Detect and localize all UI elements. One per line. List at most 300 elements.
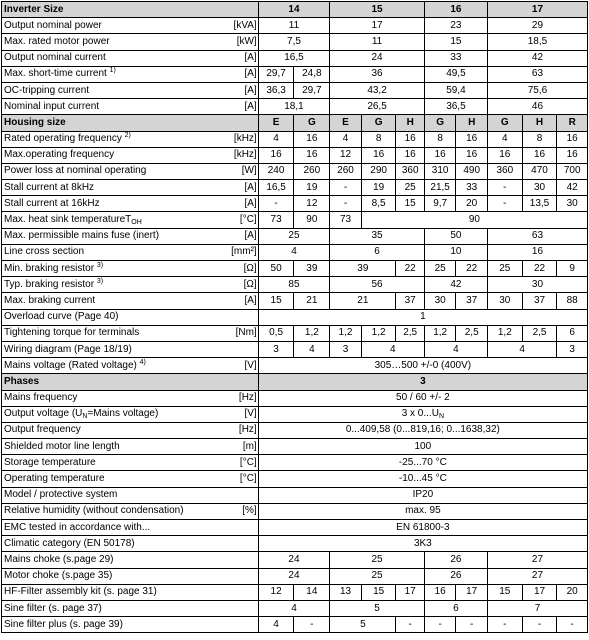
cell-value: 15 <box>404 197 416 209</box>
value-cell <box>487 196 522 212</box>
value-cell <box>361 163 396 179</box>
value-cell <box>330 325 362 341</box>
row-label <box>2 487 225 503</box>
cell-value: 75,6 <box>527 84 548 96</box>
value-cell <box>330 163 362 179</box>
cell-value: 17 <box>404 586 416 598</box>
row-unit: [kHz] <box>225 147 259 163</box>
value-cell <box>396 131 424 147</box>
cell-value: 260 <box>303 165 321 177</box>
row-label <box>2 228 225 244</box>
cell-value: 36,5 <box>446 100 466 112</box>
row-unit: [A] <box>225 99 259 115</box>
cell-value: 6 <box>569 327 575 339</box>
value-cell <box>557 131 588 147</box>
cell-value: 14 <box>306 586 318 598</box>
cell-value: 0...409,58 (0...819,16; 0...1638,32) <box>345 424 500 436</box>
cell-value: 2,5 <box>403 327 418 339</box>
row-unit <box>225 115 259 131</box>
cell-value: 26 <box>450 570 462 582</box>
footnote-marker: 3) <box>96 277 104 285</box>
table-row <box>2 147 588 163</box>
cell-value: 16,5 <box>284 52 304 64</box>
cell-value: - <box>343 197 348 209</box>
table-row <box>2 50 588 66</box>
value-cell <box>396 115 424 131</box>
cell-value: 13 <box>339 586 352 598</box>
row-label <box>2 163 225 179</box>
value-cell <box>487 293 522 309</box>
row-label-text: Output nominal current <box>4 52 106 64</box>
value-cell <box>396 147 424 163</box>
table-row <box>2 487 588 503</box>
row-label <box>2 406 225 422</box>
cell-value: 85 <box>288 278 300 290</box>
value-cell <box>294 82 330 98</box>
row-label <box>2 212 225 228</box>
cell-value: 27 <box>531 553 544 565</box>
cell-value: 16 <box>566 149 578 161</box>
table-row <box>2 244 588 260</box>
table-row <box>2 584 588 600</box>
value-cell <box>258 406 587 422</box>
row-label-text: Climatic category (EN 50178) <box>4 537 135 549</box>
inverter-spec-table <box>1 1 588 633</box>
value-cell <box>258 325 294 341</box>
value-cell <box>330 50 425 66</box>
value-cell <box>396 293 424 309</box>
value-cell <box>522 163 557 179</box>
table-row <box>2 325 588 341</box>
row-label-text: Power loss at nominal operating <box>4 165 147 177</box>
value-cell <box>424 584 456 600</box>
cell-value: 88 <box>566 294 578 306</box>
table-row <box>2 471 588 487</box>
cell-value: G <box>307 116 316 128</box>
cell-value: 700 <box>563 165 581 177</box>
value-cell <box>424 18 487 34</box>
cell-value: 17 <box>533 586 546 598</box>
value-cell <box>361 341 424 357</box>
cell-value: 30 <box>434 294 446 306</box>
value-cell <box>456 261 488 277</box>
table-row <box>2 196 588 212</box>
value-cell <box>424 617 456 633</box>
value-cell <box>330 147 362 163</box>
table-row <box>2 131 588 147</box>
cell-value: - <box>503 197 507 209</box>
value-cell <box>258 131 294 147</box>
value-cell <box>330 341 362 357</box>
cell-value: 25 <box>371 553 383 565</box>
value-cell <box>424 228 487 244</box>
value-cell <box>396 261 424 277</box>
value-cell <box>424 341 487 357</box>
table-row <box>2 228 588 244</box>
value-cell <box>487 163 522 179</box>
row-label-text: Relative humidity (without condensation) <box>4 505 184 517</box>
cell-value: 24,8 <box>302 68 322 80</box>
value-cell <box>258 422 587 438</box>
cell-value: 4 <box>390 343 396 355</box>
row-label-text: Sine filter (s. page 37) <box>4 602 102 614</box>
cell-value: 56 <box>371 278 383 290</box>
value-cell <box>258 584 294 600</box>
row-label <box>2 617 225 633</box>
value-cell <box>361 325 396 341</box>
row-label <box>2 261 225 277</box>
value-cell <box>522 180 557 196</box>
table-row <box>2 82 588 98</box>
value-cell <box>456 180 488 196</box>
value-cell <box>424 115 456 131</box>
value-cell <box>557 617 588 633</box>
value-cell <box>330 293 396 309</box>
cell-value: 260 <box>337 165 354 177</box>
row-label-text: Max. short-time current <box>4 68 107 80</box>
value-cell <box>557 584 588 600</box>
cell-value: 16 <box>466 149 478 161</box>
cell-value: 16 <box>404 149 416 161</box>
value-cell <box>294 66 330 82</box>
table-row <box>2 600 588 616</box>
cell-value: 4 <box>502 133 508 145</box>
cell-value: 16 <box>566 133 578 145</box>
value-cell <box>258 228 330 244</box>
row-label-text: Min. braking resistor <box>4 262 95 274</box>
cell-value: 33 <box>450 52 462 64</box>
value-cell <box>396 325 424 341</box>
value-cell <box>294 341 330 357</box>
cell-value: 18,1 <box>284 100 304 112</box>
value-cell <box>330 34 425 50</box>
value-cell <box>557 293 588 309</box>
value-cell <box>330 66 425 82</box>
cell-value: 5 <box>374 602 380 614</box>
value-cell <box>330 568 425 584</box>
row-label <box>2 455 225 471</box>
row-unit <box>225 374 259 390</box>
footnote-marker: 1) <box>109 67 116 75</box>
row-label <box>2 309 225 325</box>
value-cell <box>424 325 456 341</box>
cell-value: 4 <box>342 133 349 145</box>
value-cell <box>258 520 587 536</box>
value-cell <box>330 552 425 568</box>
cell-value: 25 <box>434 262 446 274</box>
value-cell <box>294 293 330 309</box>
row-label-text: Output nominal power <box>4 19 102 31</box>
cell-value: 10 <box>450 246 462 258</box>
cell-value: 25 <box>499 262 511 274</box>
row-unit: [A] <box>225 228 259 244</box>
value-cell <box>361 196 396 212</box>
value-cell <box>258 390 587 406</box>
row-label-text: Tightening torque for terminals <box>4 327 140 339</box>
row-label <box>2 34 225 50</box>
cell-value: 11 <box>371 35 383 47</box>
value-cell <box>522 293 557 309</box>
value-cell <box>330 584 362 600</box>
row-label <box>2 584 225 600</box>
value-cell <box>330 277 425 293</box>
row-label-text: Max. heat sink temperatureT <box>4 214 132 226</box>
value-cell <box>330 131 362 147</box>
row-unit <box>225 600 259 616</box>
table-row <box>2 390 588 406</box>
value-cell <box>258 18 330 34</box>
cell-value: 15 <box>270 294 282 306</box>
cell-value: H <box>406 116 414 128</box>
cell-value: 16 <box>466 133 478 145</box>
value-cell <box>258 163 294 179</box>
value-cell <box>258 617 294 633</box>
cell-value: 30 <box>533 181 546 193</box>
value-cell <box>424 196 456 212</box>
cell-value: 1,2 <box>338 327 353 339</box>
row-unit: [kVA] <box>225 18 259 34</box>
value-cell <box>294 131 330 147</box>
value-cell <box>330 244 425 260</box>
row-label-text: HF-Filter assembly kit (s. page 31) <box>4 586 157 598</box>
value-cell <box>424 600 487 616</box>
value-cell <box>258 471 587 487</box>
row-label <box>2 341 225 357</box>
cell-value: 16,5 <box>266 181 286 193</box>
value-cell <box>424 34 487 50</box>
cell-value: 8 <box>536 133 543 145</box>
value-cell <box>361 131 396 147</box>
cell-value: 12 <box>270 586 282 598</box>
cell-value: 19 <box>306 181 318 193</box>
cell-value: 22 <box>466 262 478 274</box>
value-cell <box>487 617 522 633</box>
value-cell <box>258 455 587 471</box>
cell-value: -10...45 °C <box>398 473 447 485</box>
cell-value: 22 <box>404 262 416 274</box>
cell-value: 3 <box>569 343 575 355</box>
cell-value: 3 <box>342 343 349 355</box>
value-cell <box>294 147 330 163</box>
row-label <box>2 374 225 390</box>
cell-value: 42 <box>450 278 462 290</box>
table-row <box>2 34 588 50</box>
cell-value: 3 x 0...U <box>401 408 439 420</box>
row-label-text: Operating temperature <box>4 473 105 485</box>
row-unit: [Nm] <box>225 325 259 341</box>
table-row <box>2 293 588 309</box>
value-cell <box>522 325 557 341</box>
value-cell <box>330 261 396 277</box>
value-cell <box>258 244 330 260</box>
value-cell <box>424 163 456 179</box>
cell-value: 24 <box>371 52 383 64</box>
cell-value: - <box>408 618 412 630</box>
footnote-marker: 2) <box>124 132 131 140</box>
cell-subscript: N <box>438 413 444 421</box>
row-label-text: Stall current at 16kHz <box>4 197 100 209</box>
cell-value: H <box>535 116 544 128</box>
cell-value: 3 <box>420 375 426 387</box>
value-cell <box>258 196 294 212</box>
cell-value: 63 <box>531 230 544 242</box>
value-cell <box>522 617 557 633</box>
table-row <box>2 358 588 374</box>
row-label <box>2 552 225 568</box>
row-label-text: Phases <box>4 375 40 387</box>
cell-value: 2,5 <box>464 327 479 339</box>
value-cell <box>487 244 587 260</box>
cell-value: 490 <box>463 165 481 177</box>
table-row <box>2 309 588 325</box>
value-cell <box>522 115 557 131</box>
table-row <box>2 2 588 18</box>
cell-value: 33 <box>466 181 478 193</box>
cell-value: 73 <box>270 214 282 226</box>
value-cell <box>258 261 294 277</box>
value-cell <box>456 163 488 179</box>
cell-value: 4 <box>273 618 279 630</box>
row-label-text: Nominal input current <box>4 100 100 112</box>
row-label <box>2 18 225 34</box>
cell-value: G <box>500 116 509 128</box>
cell-value: 18,5 <box>527 35 548 47</box>
value-cell <box>487 99 587 115</box>
value-cell <box>456 325 488 341</box>
cell-value: 49,5 <box>446 68 466 80</box>
value-cell <box>396 196 424 212</box>
row-label-text: Typ. braking resistor <box>4 278 95 290</box>
value-cell <box>258 341 294 357</box>
row-unit: [A] <box>225 293 259 309</box>
table-row <box>2 439 588 455</box>
cell-value: - <box>438 618 442 630</box>
value-cell <box>330 228 425 244</box>
cell-value: 4 <box>309 343 315 355</box>
value-cell <box>258 358 587 374</box>
value-cell <box>258 536 587 552</box>
value-cell <box>456 196 488 212</box>
cell-value: - <box>537 618 542 630</box>
cell-value: IP20 <box>412 489 434 501</box>
value-cell <box>557 147 588 163</box>
cell-value: 4 <box>291 246 297 258</box>
value-cell <box>487 228 587 244</box>
row-label-text: Line cross section <box>4 246 85 258</box>
value-cell <box>294 325 330 341</box>
value-cell <box>487 34 587 50</box>
row-label-tail: =Mains voltage) <box>87 408 159 420</box>
row-label <box>2 390 225 406</box>
row-label-text: Mains voltage (Rated voltage) <box>4 359 137 371</box>
row-label-text: Output voltage (U <box>4 408 83 420</box>
row-label <box>2 422 225 438</box>
value-cell <box>557 115 588 131</box>
table-row <box>2 18 588 34</box>
cell-value: - <box>570 618 574 630</box>
value-cell <box>258 147 294 163</box>
row-label-text: Sine filter plus (s. page 39) <box>4 618 123 630</box>
row-label-text: Motor choke (s.page 35) <box>4 570 113 582</box>
cell-value: 43,2 <box>367 84 387 96</box>
value-cell <box>294 163 330 179</box>
row-unit <box>225 584 259 600</box>
value-cell <box>294 212 330 228</box>
value-cell <box>258 374 587 390</box>
cell-value: 3 <box>273 343 279 355</box>
row-unit <box>225 341 259 357</box>
row-label <box>2 600 225 616</box>
cell-value: 7,5 <box>287 35 301 47</box>
value-cell <box>456 131 488 147</box>
row-label <box>2 50 225 66</box>
cell-value: 305…500 +/-0 (400V) <box>374 359 472 371</box>
cell-value: 50 / 60 +/- 2 <box>396 392 450 404</box>
value-cell <box>258 568 330 584</box>
table-row <box>2 115 588 131</box>
value-cell <box>424 277 487 293</box>
cell-value: 30 <box>531 278 544 290</box>
cell-value: 23 <box>450 19 462 31</box>
table-row <box>2 552 588 568</box>
cell-value: E <box>342 116 349 128</box>
row-label <box>2 82 225 98</box>
row-label-text: Mains choke (s.page 29) <box>4 553 114 565</box>
row-label-text: Mains frequency <box>4 392 78 404</box>
cell-value: 16 <box>373 149 385 161</box>
row-label <box>2 244 225 260</box>
table-row <box>2 406 588 422</box>
row-unit: [%] <box>225 503 259 519</box>
cell-value: 19 <box>373 181 385 193</box>
value-cell <box>330 196 362 212</box>
row-label-text: Housing size <box>4 116 66 128</box>
table-row <box>2 536 588 552</box>
footnote-marker: 3) <box>96 261 104 269</box>
cell-value: 360 <box>496 165 514 177</box>
cell-value: 90 <box>468 214 480 226</box>
row-label <box>2 520 225 536</box>
value-cell <box>522 131 557 147</box>
value-cell <box>424 82 487 98</box>
value-cell <box>258 552 330 568</box>
footnote-marker: 4) <box>139 358 146 366</box>
value-cell <box>424 180 456 196</box>
row-label <box>2 147 225 163</box>
row-unit: [A] <box>225 180 259 196</box>
value-cell <box>487 131 522 147</box>
value-cell <box>330 82 425 98</box>
value-cell <box>487 341 556 357</box>
row-unit: [°C] <box>225 212 259 228</box>
cell-value: 9,7 <box>433 197 448 209</box>
row-label <box>2 325 225 341</box>
row-unit: [m] <box>225 439 259 455</box>
table-row <box>2 180 588 196</box>
cell-value: 5 <box>360 618 366 630</box>
cell-value: 12 <box>339 149 352 161</box>
value-cell <box>258 309 587 325</box>
value-cell <box>361 212 587 228</box>
row-unit: [°C] <box>225 471 259 487</box>
cell-value: 30 <box>499 294 511 306</box>
value-cell <box>487 277 587 293</box>
row-label <box>2 503 225 519</box>
table-row <box>2 341 588 357</box>
value-cell <box>330 180 362 196</box>
cell-value: 16 <box>533 149 546 161</box>
value-cell <box>424 147 456 163</box>
